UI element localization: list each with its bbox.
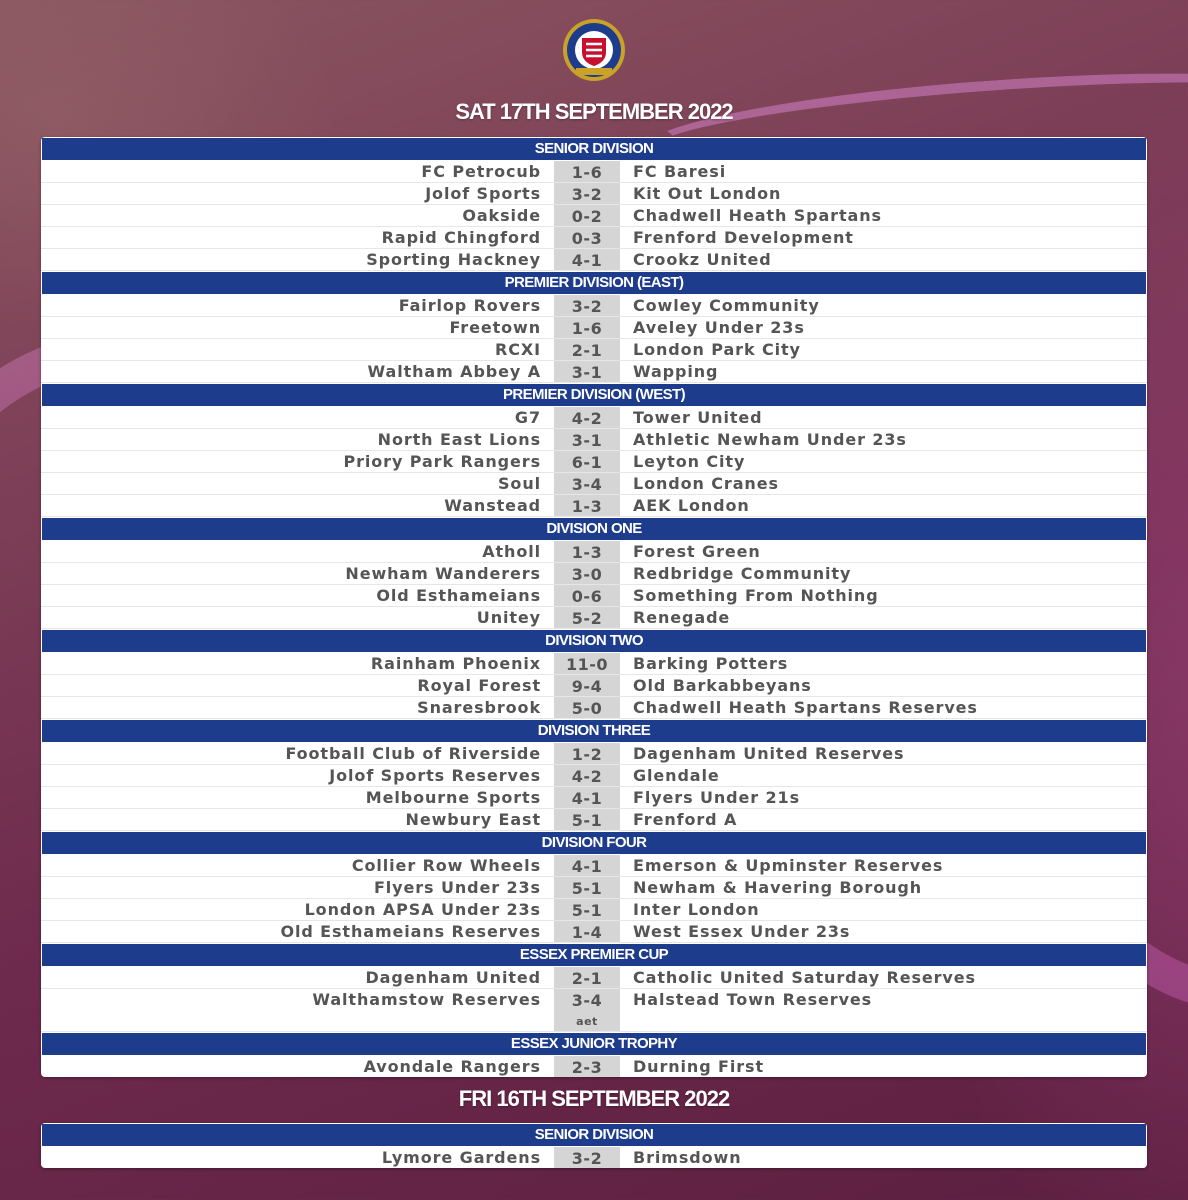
match-score: 1-3 bbox=[554, 541, 620, 562]
match-score: 2-3 bbox=[554, 1056, 620, 1077]
results-table bbox=[41, 137, 1147, 1077]
division-header: DIVISION FOUR bbox=[42, 832, 1146, 854]
match-row bbox=[41, 183, 1147, 205]
division-header: DIVISION TWO bbox=[42, 630, 1146, 652]
away-team: Crookz United bbox=[633, 250, 772, 269]
away-team: FC Baresi bbox=[633, 162, 727, 181]
home-team: Unitey bbox=[476, 608, 541, 627]
division-header: DIVISION THREE bbox=[42, 720, 1146, 742]
match-row bbox=[41, 967, 1147, 989]
match-score: 6-1 bbox=[554, 451, 620, 472]
away-team: Renegade bbox=[633, 608, 731, 627]
away-team: Barking Potters bbox=[633, 654, 789, 673]
home-team: Wanstead bbox=[444, 496, 541, 515]
home-team: Collier Row Wheels bbox=[351, 856, 541, 875]
match-row bbox=[41, 317, 1147, 339]
away-team: Wapping bbox=[633, 362, 719, 381]
away-team: West Essex Under 23s bbox=[633, 922, 851, 941]
match-row bbox=[41, 473, 1147, 495]
match-score: 2-1 bbox=[554, 339, 620, 360]
away-team: Aveley Under 23s bbox=[633, 318, 805, 337]
extra-time-note: aet bbox=[576, 1015, 598, 1028]
match-score: 1-2 bbox=[554, 743, 620, 764]
home-team: Freetown bbox=[449, 318, 541, 337]
away-team: AEK London bbox=[633, 496, 750, 515]
match-score: 3-4 bbox=[554, 473, 620, 494]
match-row bbox=[41, 607, 1147, 629]
match-row bbox=[41, 899, 1147, 921]
match-score: 2-1 bbox=[554, 967, 620, 988]
away-team: Something From Nothing bbox=[633, 586, 879, 605]
match-row bbox=[41, 675, 1147, 697]
match-score: 4-2 bbox=[554, 765, 620, 786]
home-team: Avondale Rangers bbox=[363, 1057, 541, 1076]
home-team: Oakside bbox=[462, 206, 541, 225]
away-team: Brimsdown bbox=[633, 1148, 742, 1167]
match-score: 4-2 bbox=[554, 407, 620, 428]
division-header: PREMIER DIVISION (WEST) bbox=[42, 384, 1146, 406]
match-row bbox=[41, 541, 1147, 563]
home-team: Jolof Sports Reserves bbox=[329, 766, 541, 785]
away-team: Cowley Community bbox=[633, 296, 820, 315]
match-score: 0-2 bbox=[554, 205, 620, 226]
match-score: 1-6 bbox=[554, 317, 620, 338]
away-team: Old Barkabbeyans bbox=[633, 676, 812, 695]
match-row bbox=[41, 989, 1147, 1032]
match-score: 0-6 bbox=[554, 585, 620, 606]
home-team: Dagenham United bbox=[365, 968, 541, 987]
match-row bbox=[41, 361, 1147, 383]
match-row bbox=[41, 743, 1147, 765]
match-row bbox=[41, 787, 1147, 809]
away-team: London Cranes bbox=[633, 474, 779, 493]
home-team: Lymore Gardens bbox=[381, 1148, 541, 1167]
match-row bbox=[41, 451, 1147, 473]
match-row bbox=[41, 339, 1147, 361]
away-team: Glendale bbox=[633, 766, 720, 785]
match-row bbox=[41, 809, 1147, 831]
away-team: Chadwell Heath Spartans Reserves bbox=[633, 698, 978, 717]
away-team: Inter London bbox=[633, 900, 760, 919]
match-score: 1-4 bbox=[554, 921, 620, 942]
away-team: Halstead Town Reserves bbox=[633, 990, 873, 1009]
home-team: Rapid Chingford bbox=[381, 228, 541, 247]
division-header: PREMIER DIVISION (EAST) bbox=[42, 272, 1146, 294]
match-row bbox=[41, 697, 1147, 719]
away-team: London Park City bbox=[633, 340, 801, 359]
match-score: 3-1 bbox=[554, 361, 620, 382]
home-team: Rainham Phoenix bbox=[370, 654, 541, 673]
home-team: Soul bbox=[498, 474, 541, 493]
home-team: Football Club of Riverside bbox=[285, 744, 541, 763]
match-score: 11-0 bbox=[554, 653, 620, 674]
match-row bbox=[41, 877, 1147, 899]
match-row bbox=[41, 563, 1147, 585]
home-team: Flyers Under 23s bbox=[373, 878, 541, 897]
home-team: Walthamstow Reserves bbox=[312, 990, 541, 1009]
match-row bbox=[41, 585, 1147, 607]
match-score: 1-6 bbox=[554, 161, 620, 182]
division-header: ESSEX PREMIER CUP bbox=[42, 944, 1146, 966]
match-row bbox=[41, 429, 1147, 451]
away-team: Leyton City bbox=[633, 452, 746, 471]
essex-alliance-logo-icon bbox=[562, 18, 626, 82]
home-team: Fairlop Rovers bbox=[398, 296, 541, 315]
match-score bbox=[554, 989, 620, 1031]
match-score: 3-2 bbox=[554, 1147, 620, 1168]
away-team: Redbridge Community bbox=[633, 564, 852, 583]
match-score: 0-3 bbox=[554, 227, 620, 248]
division-header: SENIOR DIVISION bbox=[42, 1124, 1146, 1146]
away-team: Catholic United Saturday Reserves bbox=[633, 968, 976, 987]
away-team: Chadwell Heath Spartans bbox=[633, 206, 882, 225]
division-header: ESSEX JUNIOR TROPHY bbox=[42, 1033, 1146, 1055]
match-score: 3-2 bbox=[554, 295, 620, 316]
match-row bbox=[41, 227, 1147, 249]
home-team: Waltham Abbey A bbox=[367, 362, 541, 381]
match-score: 5-0 bbox=[554, 697, 620, 718]
home-team: FC Petrocub bbox=[421, 162, 541, 181]
match-score: 5-1 bbox=[554, 809, 620, 830]
away-team: Forest Green bbox=[633, 542, 761, 561]
match-row bbox=[41, 407, 1147, 429]
match-score: 5-1 bbox=[554, 899, 620, 920]
match-score: 3-2 bbox=[554, 183, 620, 204]
division-header: SENIOR DIVISION bbox=[42, 138, 1146, 160]
away-team: Tower United bbox=[633, 408, 763, 427]
home-team: Newham Wanderers bbox=[345, 564, 541, 583]
away-team: Newham & Havering Borough bbox=[633, 878, 923, 897]
match-date-heading: SAT 17TH SEPTEMBER 2022 bbox=[455, 99, 733, 124]
away-team: Frenford A bbox=[633, 810, 738, 829]
match-row bbox=[41, 653, 1147, 675]
away-team: Durning First bbox=[633, 1057, 765, 1076]
match-row bbox=[41, 765, 1147, 787]
match-score: 5-2 bbox=[554, 607, 620, 628]
match-row bbox=[41, 1147, 1147, 1168]
match-score: 4-1 bbox=[554, 855, 620, 876]
match-score: 3-1 bbox=[554, 429, 620, 450]
away-team: Kit Out London bbox=[633, 184, 782, 203]
home-team: North East Lions bbox=[377, 430, 541, 449]
away-team: Frenford Development bbox=[633, 228, 854, 247]
away-team: Dagenham United Reserves bbox=[633, 744, 905, 763]
match-row bbox=[41, 1056, 1147, 1077]
match-row bbox=[41, 205, 1147, 227]
away-team: Emerson & Upminster Reserves bbox=[633, 856, 944, 875]
match-row bbox=[41, 921, 1147, 943]
results-table bbox=[41, 1123, 1147, 1168]
match-row bbox=[41, 495, 1147, 517]
score-value: 3-4 bbox=[571, 991, 603, 1010]
away-team: Flyers Under 21s bbox=[633, 788, 801, 807]
home-team: Priory Park Rangers bbox=[343, 452, 541, 471]
match-row bbox=[41, 249, 1147, 271]
match-score: 1-3 bbox=[554, 495, 620, 516]
division-header: DIVISION ONE bbox=[42, 518, 1146, 540]
home-team: Royal Forest bbox=[417, 676, 541, 695]
home-team: Melbourne Sports bbox=[365, 788, 541, 807]
match-row bbox=[41, 855, 1147, 877]
match-score: 4-1 bbox=[554, 249, 620, 270]
home-team: Snaresbrook bbox=[417, 698, 541, 717]
away-team: Athletic Newham Under 23s bbox=[633, 430, 907, 449]
home-team: Sporting Hackney bbox=[366, 250, 541, 269]
match-score: 9-4 bbox=[554, 675, 620, 696]
home-team: G7 bbox=[514, 408, 541, 427]
match-date-heading: FRI 16TH SEPTEMBER 2022 bbox=[458, 1086, 730, 1111]
home-team: Atholl bbox=[482, 542, 541, 561]
match-score: 5-1 bbox=[554, 877, 620, 898]
home-team: RCXI bbox=[495, 340, 541, 359]
match-row bbox=[41, 161, 1147, 183]
home-team: Old Esthameians Reserves bbox=[280, 922, 541, 941]
home-team: Newbury East bbox=[405, 810, 541, 829]
home-team: London APSA Under 23s bbox=[304, 900, 541, 919]
match-score: 4-1 bbox=[554, 787, 620, 808]
home-team: Jolof Sports bbox=[425, 184, 541, 203]
home-team: Old Esthameians bbox=[376, 586, 541, 605]
match-score: 3-0 bbox=[554, 563, 620, 584]
match-row bbox=[41, 295, 1147, 317]
